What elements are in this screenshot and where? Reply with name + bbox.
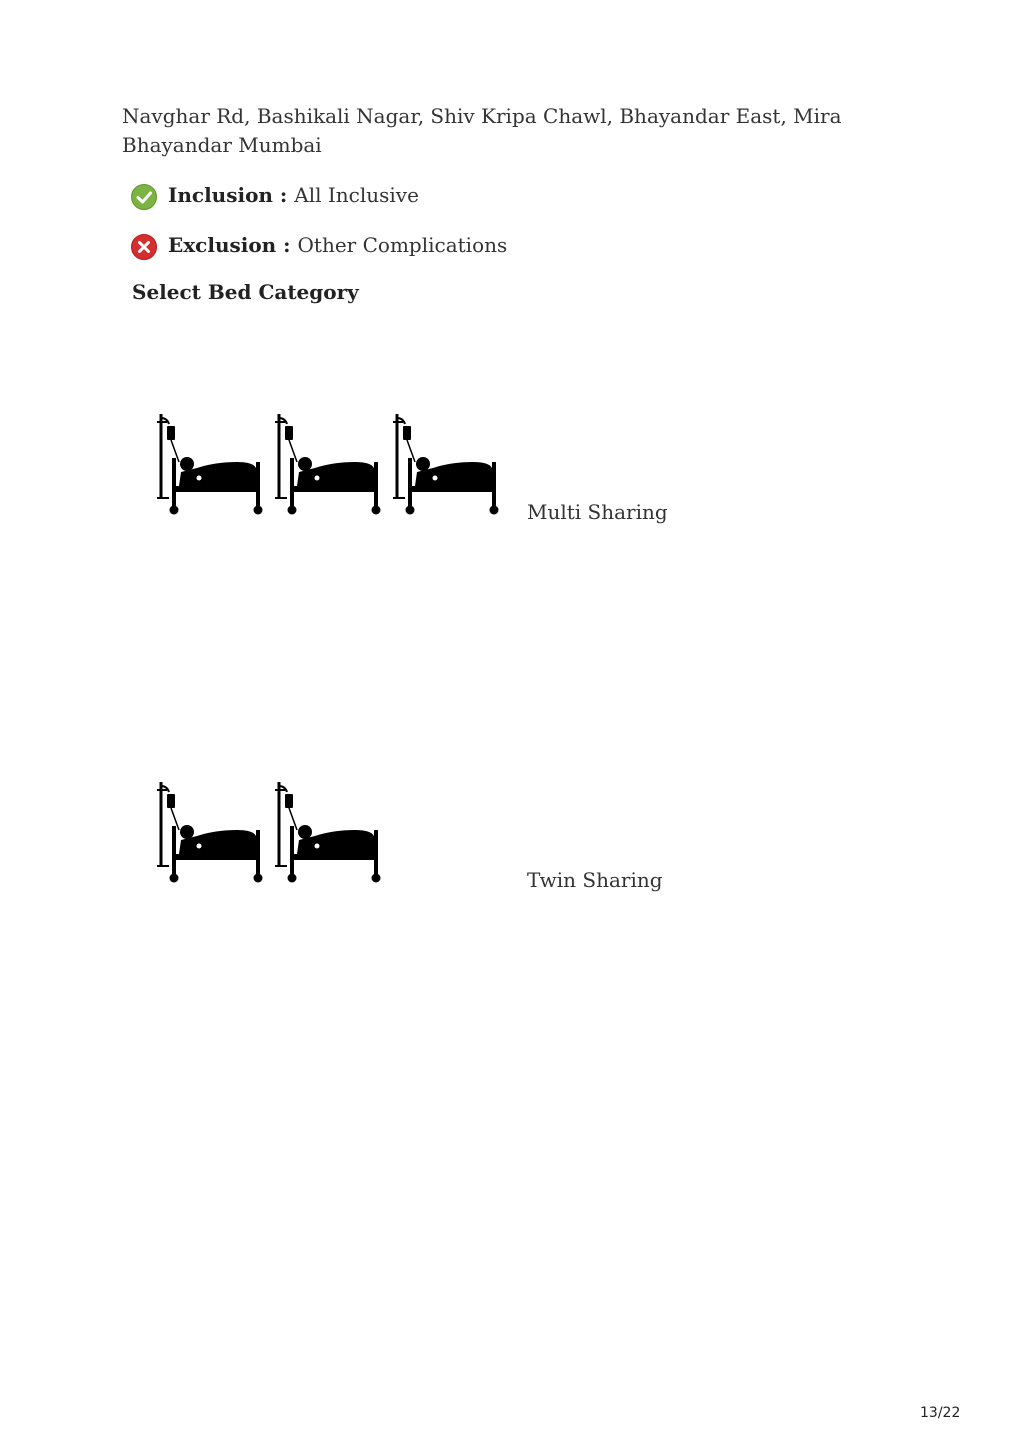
- hospital-bed-icon: [155, 780, 273, 886]
- multi-sharing-beds[interactable]: [155, 412, 509, 518]
- exclusion-label: Exclusion :: [168, 233, 298, 257]
- hospital-bed-icon: [273, 412, 391, 518]
- multi-sharing-label[interactable]: Multi Sharing: [527, 500, 668, 524]
- exclusion-row: [130, 230, 507, 260]
- hospital-bed-icon: [273, 780, 391, 886]
- twin-sharing-beds[interactable]: [155, 780, 391, 886]
- inclusion-value: All Inclusive: [294, 183, 419, 207]
- twin-sharing-label[interactable]: Twin Sharing: [527, 868, 663, 892]
- inclusion-label: Inclusion :: [168, 183, 295, 207]
- select-bed-category-title: Select Bed Category: [132, 280, 359, 304]
- x-circle-icon: [130, 233, 158, 261]
- hospital-address: Navghar Rd, Bashikali Nagar, Shiv Kripa Chawl, Bhayandar East, Mira Bhayandar Mumbai: [122, 104, 842, 157]
- check-circle-icon: [130, 183, 158, 211]
- hospital-bed-icon: [155, 412, 273, 518]
- exclusion-value: Other Complications: [297, 233, 508, 257]
- hospital-bed-icon: [391, 412, 509, 518]
- page-number: 13/22: [920, 1405, 961, 1421]
- inclusion-row: [130, 180, 419, 210]
